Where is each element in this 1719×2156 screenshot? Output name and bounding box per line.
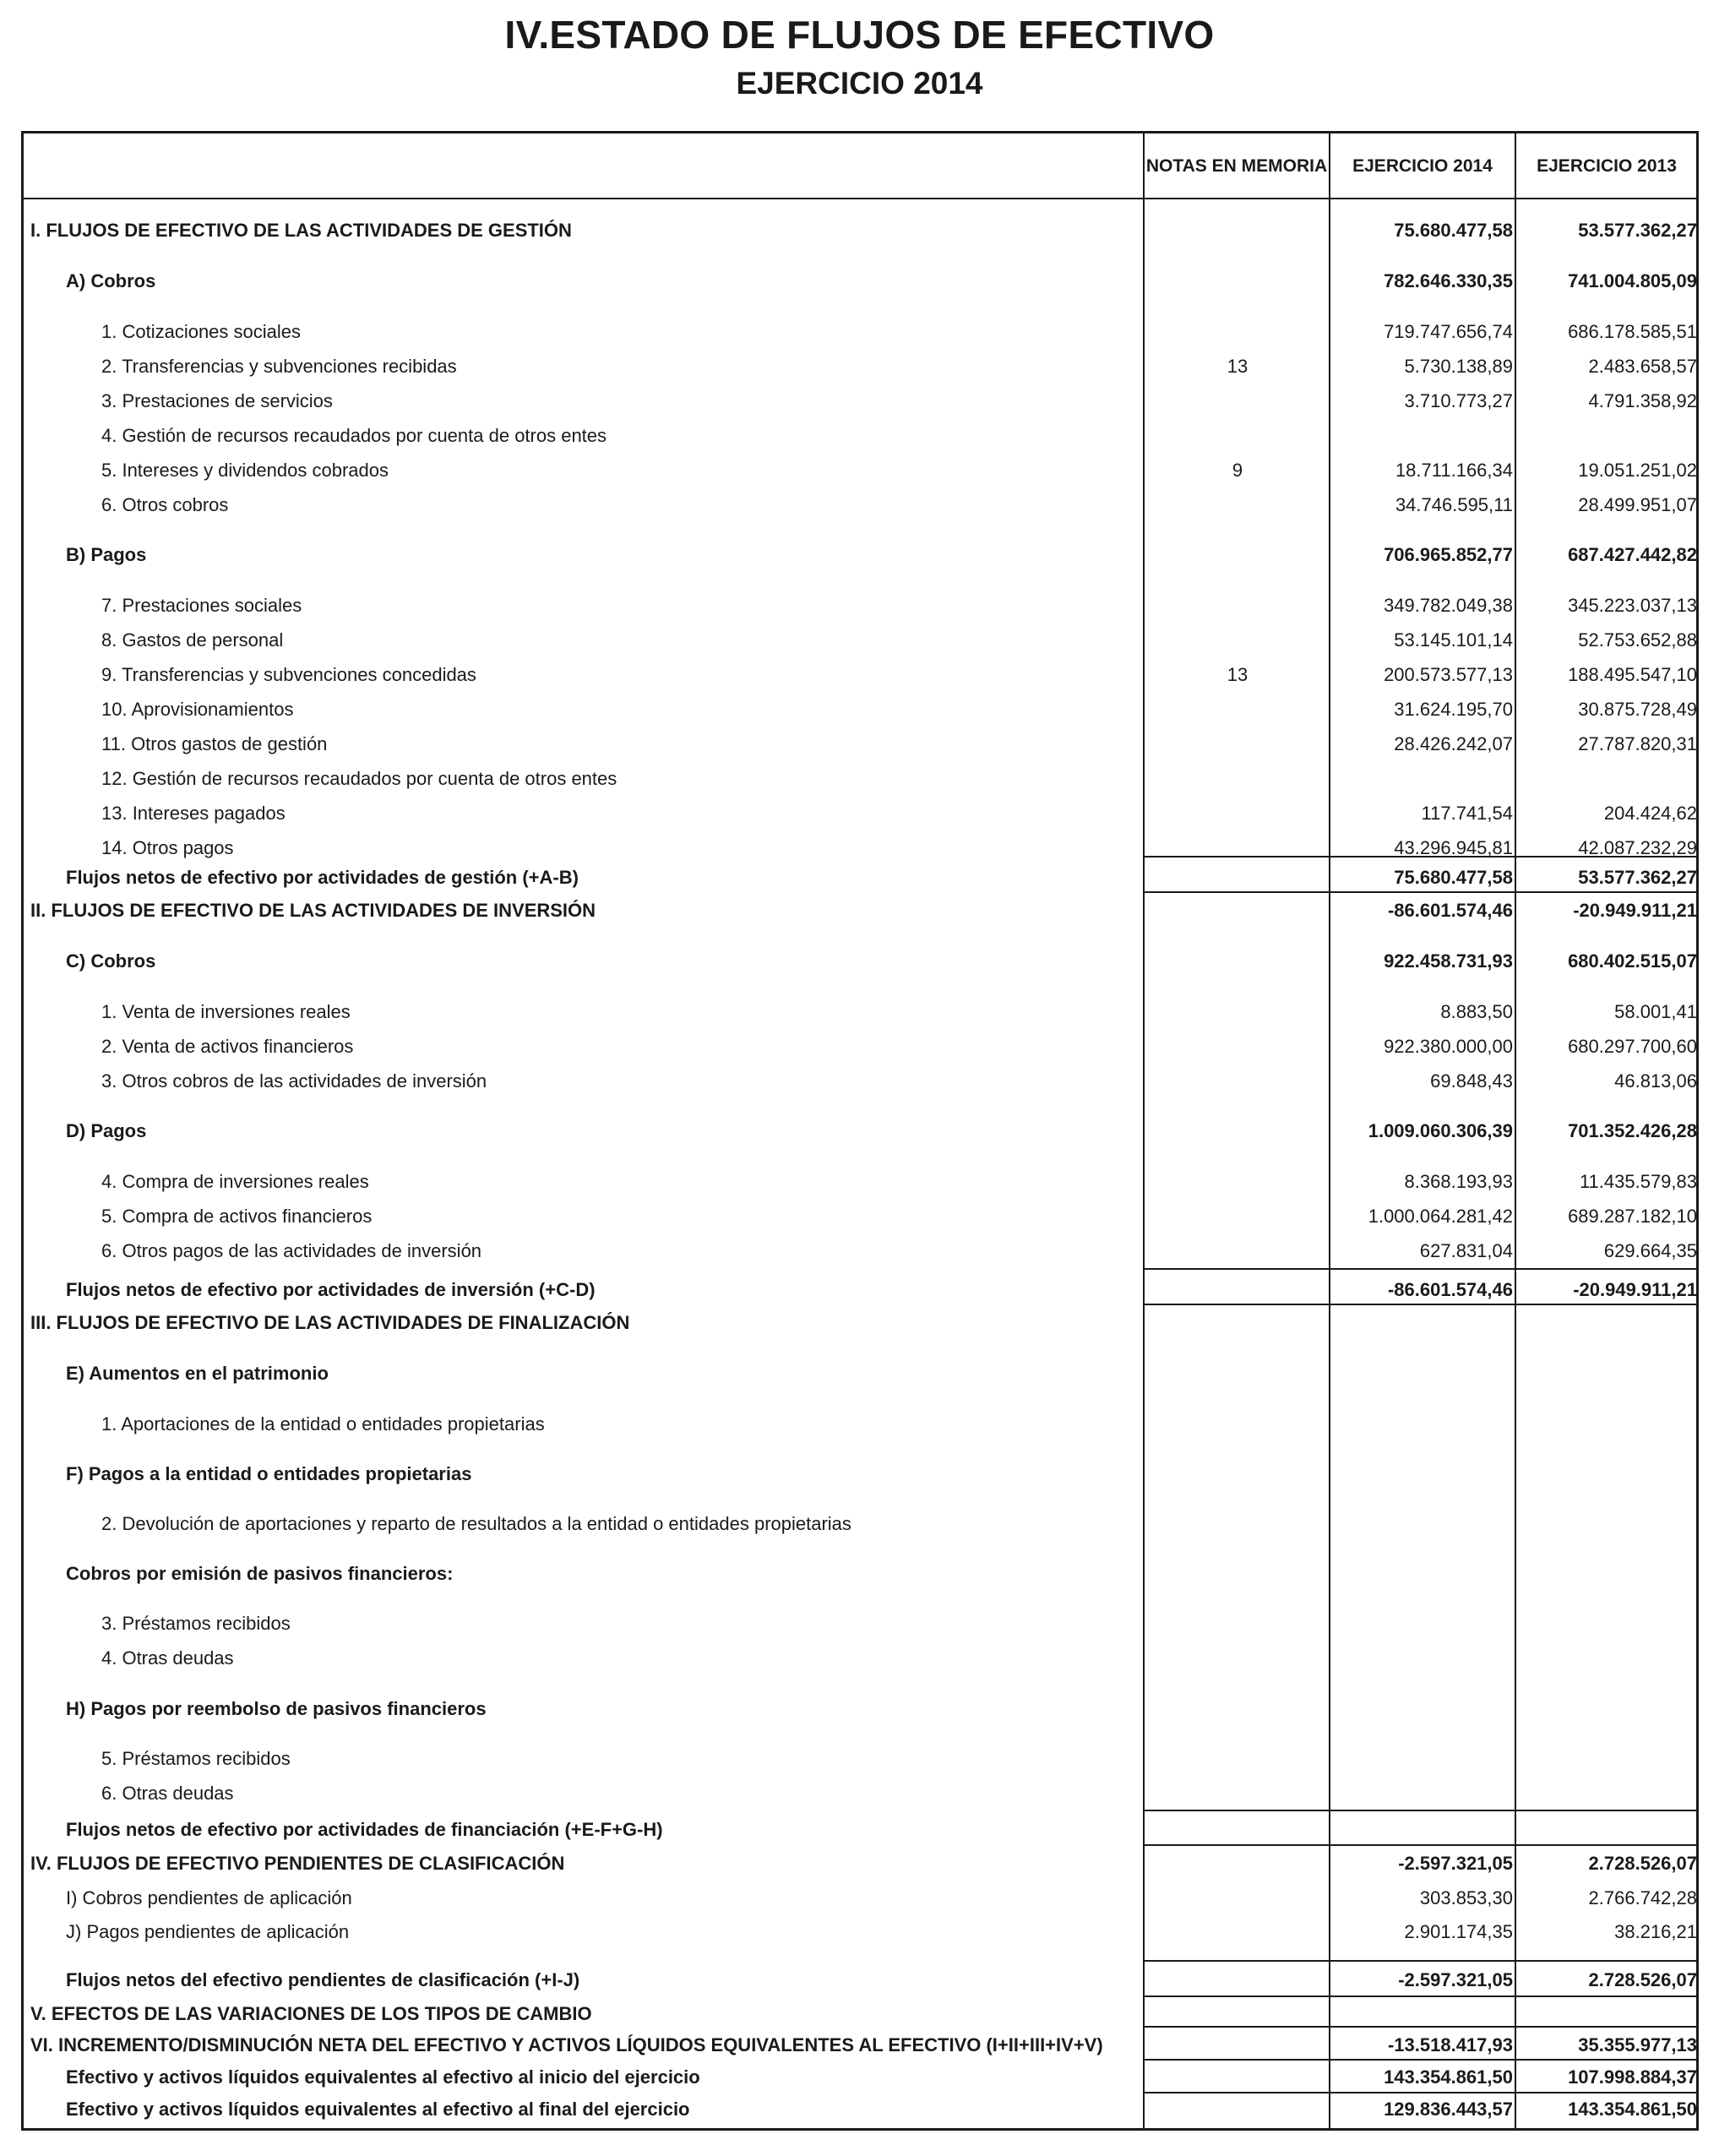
row-value-2014: 303.853,30	[1419, 1887, 1513, 1908]
row-value-2013: 204.424,62	[1603, 803, 1697, 824]
row-value-2013: 2.728.526,07	[1588, 1969, 1697, 1990]
table-row	[24, 1561, 1696, 1587]
row-label: 11. Otros gastos de gestión	[101, 733, 328, 754]
table-row	[24, 354, 1696, 379]
row-label: Flujos netos de efectivo por actividades de financiación (+E-F+G-H)	[66, 1819, 663, 1840]
header-ejercicio-2013: EJERCICIO 2013	[1537, 155, 1677, 176]
row-value-2013: 52.753.652,88	[1578, 629, 1697, 651]
table-row	[24, 1169, 1696, 1195]
row-value-2014: 1.000.064.281,42	[1368, 1206, 1513, 1227]
table-row	[24, 1611, 1696, 1636]
table-row	[24, 389, 1696, 414]
row-value-2014: 706.965.852,77	[1384, 544, 1513, 565]
table-row	[24, 1310, 1696, 1336]
subtotal-line	[1143, 1810, 1698, 1811]
table-row	[24, 542, 1696, 568]
table-row	[24, 1886, 1696, 1911]
row-value-2014: 75.680.477,58	[1394, 220, 1513, 241]
table-row	[24, 593, 1696, 618]
row-value-2014: 349.782.049,38	[1384, 595, 1513, 616]
row-value-2014: 34.746.595,11	[1395, 494, 1513, 515]
table-row	[24, 949, 1696, 974]
row-label: II. FLUJOS DE EFECTIVO DE LAS ACTIVIDADES DE INVERSIÓN	[30, 900, 596, 921]
table-row	[24, 662, 1696, 688]
row-label: 6. Otros pagos de las actividades de inversión	[101, 1240, 482, 1261]
table-row	[24, 1511, 1696, 1537]
row-value-2014: -2.597.321,05	[1398, 1853, 1513, 1874]
row-label: H) Pagos por reembolso de pasivos financieros	[66, 1698, 487, 1719]
row-value-2014: 53.145.101,14	[1394, 629, 1513, 651]
table-row	[24, 1239, 1696, 1264]
table-row	[24, 2097, 1696, 2122]
row-label: 1. Cotizaciones sociales	[101, 321, 302, 342]
row-value-2014: -86.601.574,46	[1387, 900, 1513, 921]
row-label: 2. Venta de activos financieros	[101, 1036, 354, 1057]
row-label: I) Cobros pendientes de aplicación	[66, 1887, 352, 1908]
subtotal-line	[1143, 2092, 1698, 2093]
row-note: 13	[1227, 664, 1248, 685]
row-value-2013: 686.178.585,51	[1568, 321, 1697, 342]
row-label: 5. Intereses y dividendos cobrados	[101, 460, 389, 481]
row-value-2014: 782.646.330,35	[1384, 270, 1513, 291]
row-label: 2. Devolución de aportaciones y reparto de resultados a la entidad o entidades propietarias	[101, 1513, 851, 1534]
header-ejercicio-2014: EJERCICIO 2014	[1352, 155, 1493, 176]
row-label: Flujos netos de efectivo por actividades de gestión (+A-B)	[66, 867, 579, 888]
row-label: Flujos netos del efectivo pendientes de clasificación (+I-J)	[66, 1969, 580, 1990]
table-row	[24, 1277, 1696, 1303]
subtotal-line	[1143, 891, 1698, 893]
row-label: 1. Aportaciones de la entidad o entidades propietarias	[101, 1413, 545, 1435]
table-row	[24, 898, 1696, 923]
subtotal-line	[1143, 1844, 1698, 1846]
row-label: I. FLUJOS DE EFECTIVO DE LAS ACTIVIDADES DE GESTIÓN	[30, 220, 572, 241]
table-row	[24, 1646, 1696, 1671]
row-value-2013: 107.998.884,37	[1568, 2066, 1697, 2088]
table-row	[24, 1069, 1696, 1094]
row-value-2013: 143.354.861,50	[1568, 2099, 1697, 2120]
row-label: Cobros por emisión de pasivos financieros:	[66, 1563, 454, 1584]
row-label: 10. Aprovisionamientos	[101, 699, 294, 720]
row-label: Efectivo y activos líquidos equivalentes al efectivo al final del ejercicio	[66, 2099, 690, 2120]
row-label: E) Aumentos en el patrimonio	[66, 1363, 329, 1384]
row-value-2014: 922.458.731,93	[1384, 950, 1513, 972]
row-label: 1. Venta de inversiones reales	[101, 1001, 351, 1022]
header-notes: NOTAS EN MEMORIA	[1145, 155, 1328, 176]
cash-flow-table	[21, 131, 1699, 2131]
row-value-2013: 19.051.251,02	[1578, 460, 1697, 481]
table-row	[24, 1034, 1696, 1059]
row-value-2014: 69.848,43	[1430, 1070, 1513, 1092]
row-label: 8. Gastos de personal	[101, 629, 284, 651]
row-label: 4. Compra de inversiones reales	[101, 1171, 369, 1192]
row-label: 5. Préstamos recibidos	[101, 1748, 291, 1769]
table-row	[24, 269, 1696, 294]
row-value-2014: 75.680.477,58	[1394, 867, 1513, 888]
row-value-2013: 4.791.358,92	[1588, 390, 1697, 411]
table-row	[24, 628, 1696, 653]
table-row	[24, 999, 1696, 1025]
table-row	[24, 458, 1696, 483]
row-label: B) Pagos	[66, 544, 147, 565]
row-value-2013: 2.728.526,07	[1588, 1853, 1697, 1874]
row-value-2013: 629.664,35	[1603, 1240, 1697, 1261]
row-value-2013: 741.004.805,09	[1568, 270, 1697, 291]
table-row	[24, 1968, 1696, 1993]
row-value-2014: 2.901.174,35	[1404, 1921, 1513, 1942]
row-value-2013: 53.577.362,27	[1578, 867, 1697, 888]
row-value-2013: -20.949.911,21	[1573, 900, 1697, 921]
row-label: 4. Gestión de recursos recaudados por cuenta de otros entes	[101, 425, 607, 446]
row-label: 12. Gestión de recursos recaudados por cuenta de otros entes	[101, 768, 617, 789]
row-label: Efectivo y activos líquidos equivalentes al efectivo al inicio del ejercicio	[66, 2066, 700, 2088]
table-row	[24, 493, 1696, 518]
row-label: 6. Otros cobros	[101, 494, 229, 515]
row-value-2014: 18.711.166,34	[1395, 460, 1513, 481]
row-value-2013: 2.483.658,57	[1588, 356, 1697, 377]
row-value-2014: 719.747.656,74	[1384, 321, 1513, 342]
table-row	[24, 1412, 1696, 1437]
row-value-2013: 188.495.547,10	[1568, 664, 1697, 685]
row-label: 9. Transferencias y subvenciones concedidas	[101, 664, 476, 685]
row-value-2013: -20.949.911,21	[1573, 1279, 1697, 1300]
row-value-2013: 680.402.515,07	[1568, 950, 1697, 972]
row-value-2014: 129.836.443,57	[1384, 2099, 1513, 2120]
row-value-2013: 27.787.820,31	[1578, 733, 1697, 754]
row-label: 5. Compra de activos financieros	[101, 1206, 373, 1227]
row-value-2013: 11.435.579,83	[1579, 1171, 1697, 1192]
row-value-2014: 31.624.195,70	[1394, 699, 1513, 720]
table-row	[24, 2001, 1696, 2027]
table-row	[24, 1851, 1696, 1876]
table-row	[24, 1462, 1696, 1487]
row-value-2014: -13.518.417,93	[1387, 2034, 1513, 2055]
row-value-2013: 689.287.182,10	[1568, 1206, 1697, 1227]
row-value-2013: 30.875.728,49	[1578, 699, 1697, 720]
row-value-2014: -2.597.321,05	[1398, 1969, 1513, 1990]
table-row	[24, 1696, 1696, 1722]
page-title: IV.ESTADO DE FLUJOS DE EFECTIVO	[504, 13, 1215, 57]
row-value-2013: 53.577.362,27	[1578, 220, 1697, 241]
table-row	[24, 1919, 1696, 1945]
row-value-2014: 8.883,50	[1440, 1001, 1513, 1022]
subtotal-line	[1143, 1268, 1698, 1270]
table-row	[24, 319, 1696, 345]
table-row	[24, 423, 1696, 449]
row-value-2013: 58.001,41	[1614, 1001, 1697, 1022]
row-label: D) Pagos	[66, 1120, 147, 1141]
header-divider	[24, 198, 1696, 199]
row-label: 4. Otras deudas	[101, 1647, 234, 1669]
row-value-2014: 5.730.138,89	[1404, 356, 1513, 377]
row-value-2013: 35.355.977,13	[1578, 2034, 1697, 2055]
subtotal-line	[1143, 1995, 1698, 1997]
row-label: 13. Intereses pagados	[101, 803, 286, 824]
row-note: 9	[1232, 460, 1243, 481]
table-row	[24, 836, 1696, 861]
table-row	[24, 1781, 1696, 1806]
row-label: A) Cobros	[66, 270, 156, 291]
row-label: III. FLUJOS DE EFECTIVO DE LAS ACTIVIDADES DE FINALIZACIÓN	[30, 1312, 630, 1333]
row-value-2013: 38.216,21	[1614, 1921, 1697, 1942]
row-label: VI. INCREMENTO/DISMINUCIÓN NETA DEL EFECTIVO Y ACTIVOS LÍQUIDOS EQUIVALENTES AL EFECTIVO (I+II+III+IV+V)	[30, 2034, 1103, 2055]
row-label: IV. FLUJOS DE EFECTIVO PENDIENTES DE CLASIFICACIÓN	[30, 1853, 565, 1874]
page-subtitle: EJERCICIO 2014	[736, 66, 983, 101]
table-row	[24, 2033, 1696, 2058]
table-row	[24, 1204, 1696, 1229]
row-value-2014: 627.831,04	[1419, 1240, 1513, 1261]
row-note: 13	[1227, 356, 1248, 377]
row-value-2013: 46.813,06	[1614, 1070, 1697, 1092]
row-value-2014: 3.710.773,27	[1404, 390, 1513, 411]
row-label: Flujos netos de efectivo por actividades de inversión (+C-D)	[66, 1279, 596, 1300]
row-value-2014: 1.009.060.306,39	[1368, 1120, 1513, 1141]
row-value-2013: 42.087.232,29	[1578, 837, 1697, 858]
table-row	[24, 801, 1696, 826]
table-row	[24, 2065, 1696, 2090]
row-label: J) Pagos pendientes de aplicación	[66, 1921, 350, 1942]
row-value-2014: 143.354.861,50	[1384, 2066, 1513, 2088]
subtotal-line	[1143, 1304, 1698, 1305]
row-value-2014: -86.601.574,46	[1387, 1279, 1513, 1300]
table-row	[24, 766, 1696, 792]
row-label: 3. Otros cobros de las actividades de inversión	[101, 1070, 487, 1092]
table-row	[24, 1817, 1696, 1843]
table-row	[24, 732, 1696, 757]
row-value-2013: 701.352.426,28	[1568, 1120, 1697, 1141]
subtotal-line	[1143, 1960, 1698, 1962]
row-label: 14. Otros pagos	[101, 837, 234, 858]
row-value-2013: 680.297.700,60	[1568, 1036, 1697, 1057]
row-label: 6. Otras deudas	[101, 1783, 234, 1804]
row-value-2014: 8.368.193,93	[1404, 1171, 1513, 1192]
table-row	[24, 697, 1696, 722]
row-label: 3. Prestaciones de servicios	[101, 390, 333, 411]
row-value-2014: 28.426.242,07	[1394, 733, 1513, 754]
row-label: V. EFECTOS DE LAS VARIACIONES DE LOS TIPOS DE CAMBIO	[30, 2003, 592, 2024]
row-value-2013: 28.499.951,07	[1578, 494, 1697, 515]
row-value-2014: 922.380.000,00	[1384, 1036, 1513, 1057]
subtotal-line	[1143, 2059, 1698, 2061]
row-value-2013: 2.766.742,28	[1588, 1887, 1697, 1908]
row-label: 3. Préstamos recibidos	[101, 1613, 291, 1634]
row-label: 7. Prestaciones sociales	[101, 595, 302, 616]
row-value-2014: 200.573.577,13	[1384, 664, 1513, 685]
row-value-2014: 117.741,54	[1421, 803, 1513, 824]
row-value-2014: 43.296.945,81	[1394, 837, 1513, 858]
row-label: F) Pagos a la entidad o entidades propietarias	[66, 1463, 472, 1484]
table-row	[24, 1361, 1696, 1386]
table-row	[24, 218, 1696, 243]
row-value-2013: 687.427.442,82	[1568, 544, 1697, 565]
table-row	[24, 865, 1696, 890]
row-value-2013: 345.223.037,13	[1568, 595, 1697, 616]
row-label: 2. Transferencias y subvenciones recibidas	[101, 356, 457, 377]
table-row	[24, 1746, 1696, 1772]
row-label: C) Cobros	[66, 950, 156, 972]
table-row	[24, 1119, 1696, 1144]
